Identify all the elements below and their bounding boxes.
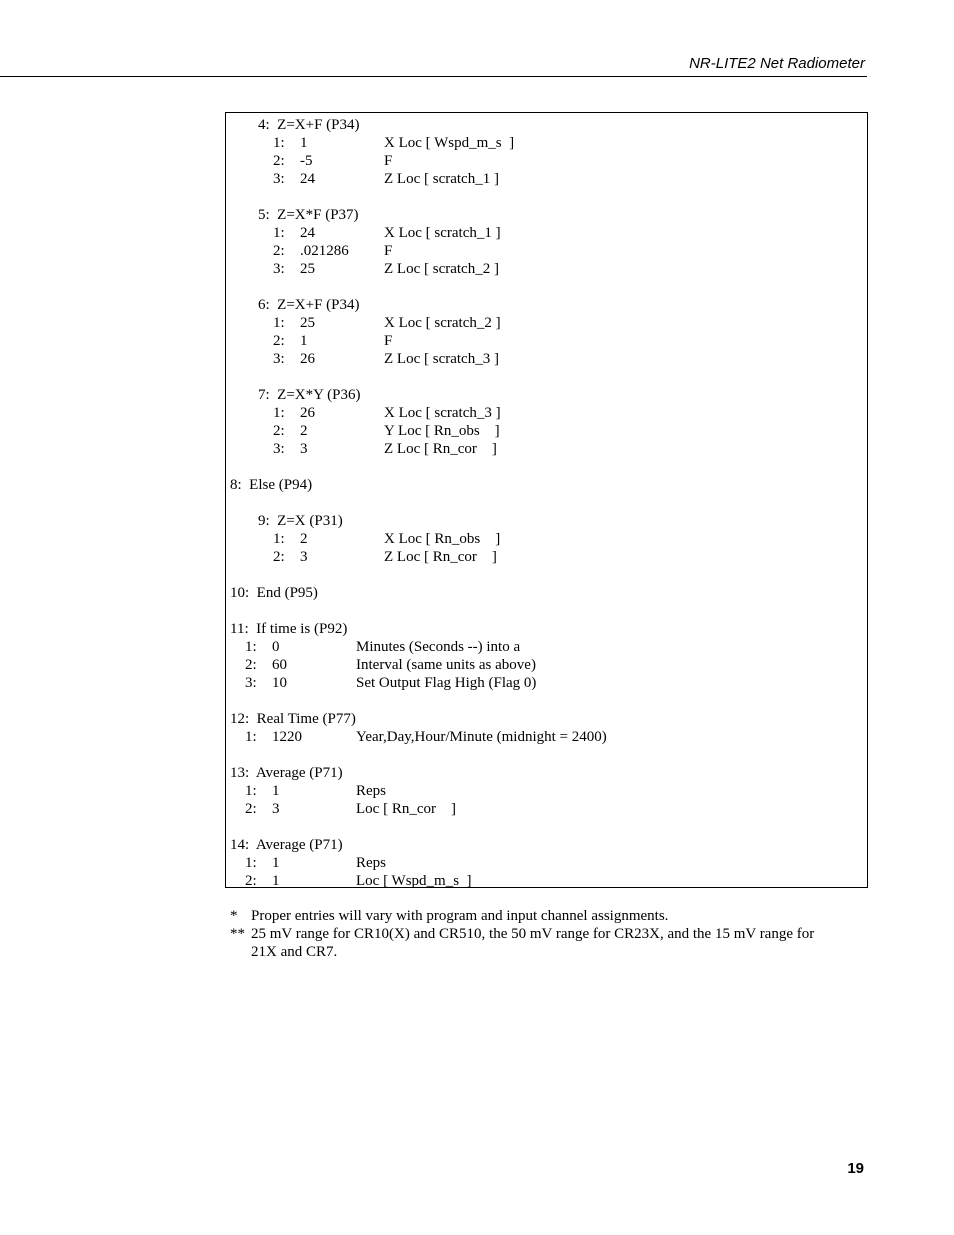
parameter-description: Z Loc [ scratch_1 ]: [384, 171, 499, 187]
parameter-description: Z Loc [ Rn_cor ]: [384, 441, 497, 457]
parameter-description: Minutes (Seconds --) into a: [356, 639, 521, 655]
parameter-value: 1: [272, 783, 280, 799]
instruction-heading: 12: Real Time (P77): [230, 711, 356, 727]
parameter-number: 1:: [245, 783, 257, 799]
page-number: 19: [847, 1160, 864, 1177]
parameter-description: Year,Day,Hour/Minute (midnight = 2400): [356, 729, 607, 745]
parameter-description: Z Loc [ scratch_3 ]: [384, 351, 499, 367]
parameter-value: 60: [272, 657, 287, 673]
parameter-value: 1: [272, 855, 280, 871]
parameter-value: 1220: [272, 729, 302, 745]
parameter-description: X Loc [ scratch_1 ]: [384, 225, 501, 241]
parameter-number: 1:: [273, 531, 285, 547]
program-listing-box: [225, 112, 868, 888]
parameter-value: 24: [300, 225, 315, 241]
header-rule: [0, 76, 867, 77]
parameter-description: Interval (same units as above): [356, 657, 536, 673]
parameter-value: 3: [272, 801, 280, 817]
parameter-description: X Loc [ Wspd_m_s ]: [384, 135, 515, 151]
parameter-value: 2: [300, 531, 308, 547]
footnote-text: 25 mV range for CR10(X) and CR510, the 50 mV range for CR23X, and the 15 mV range for: [251, 926, 815, 942]
parameter-description: Reps: [356, 855, 386, 871]
parameter-number: 2:: [245, 657, 257, 673]
parameter-value: 3: [300, 441, 308, 457]
instruction-heading: 9: Z=X (P31): [258, 513, 343, 529]
parameter-value: -5: [300, 153, 313, 169]
parameter-value: 26: [300, 405, 315, 421]
parameter-description: X Loc [ scratch_3 ]: [384, 405, 501, 421]
parameter-value: 1: [272, 873, 280, 889]
instruction-heading: 14: Average (P71): [230, 837, 343, 853]
parameter-description: Set Output Flag High (Flag 0): [356, 675, 537, 691]
footnote-text: Proper entries will vary with program and input channel assignments.: [251, 908, 669, 924]
parameter-description: Z Loc [ Rn_cor ]: [384, 549, 497, 565]
parameter-number: 1:: [245, 855, 257, 871]
instruction-heading: 4: Z=X+F (P34): [258, 117, 360, 133]
footnote-text: 21X and CR7.: [251, 944, 338, 960]
parameter-number: 1:: [273, 405, 285, 421]
parameter-description: Y Loc [ Rn_obs ]: [384, 423, 500, 439]
parameter-number: 2:: [273, 423, 285, 439]
parameter-number: 3:: [273, 351, 285, 367]
parameter-value: 1: [300, 135, 308, 151]
parameter-number: 1:: [245, 729, 257, 745]
parameter-number: 2:: [245, 873, 257, 889]
instruction-heading: 6: Z=X+F (P34): [258, 297, 360, 313]
parameter-number: 1:: [273, 315, 285, 331]
parameter-number: 1:: [273, 225, 285, 241]
parameter-value: 26: [300, 351, 315, 367]
parameter-value: 25: [300, 261, 315, 277]
footnote-marker: **: [230, 926, 245, 942]
parameter-number: 3:: [273, 261, 285, 277]
parameter-value: 24: [300, 171, 315, 187]
parameter-number: 2:: [273, 153, 285, 169]
parameter-value: .021286: [300, 243, 349, 259]
parameter-description: F: [384, 153, 393, 169]
parameter-value: 1: [300, 333, 308, 349]
parameter-number: 2:: [273, 333, 285, 349]
parameter-description: F: [384, 333, 393, 349]
parameter-description: X Loc [ Rn_obs ]: [384, 531, 501, 547]
instruction-heading: 8: Else (P94): [230, 477, 313, 493]
parameter-value: 3: [300, 549, 308, 565]
parameter-description: X Loc [ scratch_2 ]: [384, 315, 501, 331]
instruction-heading: 13: Average (P71): [230, 765, 343, 781]
instruction-heading: 10: End (P95): [230, 585, 318, 601]
running-header-title: NR-LITE2 Net Radiometer: [689, 55, 865, 72]
parameter-number: 2:: [245, 801, 257, 817]
parameter-number: 2:: [273, 243, 285, 259]
parameter-description: Z Loc [ scratch_2 ]: [384, 261, 499, 277]
parameter-number: 3:: [273, 171, 285, 187]
parameter-number: 2:: [273, 549, 285, 565]
parameter-description: Reps: [356, 783, 386, 799]
parameter-value: 10: [272, 675, 287, 691]
parameter-number: 3:: [273, 441, 285, 457]
parameter-description: Loc [ Wspd_m_s ]: [356, 873, 472, 889]
parameter-number: 1:: [245, 639, 257, 655]
instruction-heading: 5: Z=X*F (P37): [258, 207, 359, 223]
parameter-description: F: [384, 243, 393, 259]
footnote-marker: *: [230, 908, 238, 924]
parameter-number: 1:: [273, 135, 285, 151]
instruction-heading: 7: Z=X*Y (P36): [258, 387, 361, 403]
parameter-value: 2: [300, 423, 308, 439]
parameter-value: 25: [300, 315, 315, 331]
parameter-value: 0: [272, 639, 280, 655]
parameter-number: 3:: [245, 675, 257, 691]
instruction-heading: 11: If time is (P92): [230, 621, 348, 637]
parameter-description: Loc [ Rn_cor ]: [356, 801, 456, 817]
